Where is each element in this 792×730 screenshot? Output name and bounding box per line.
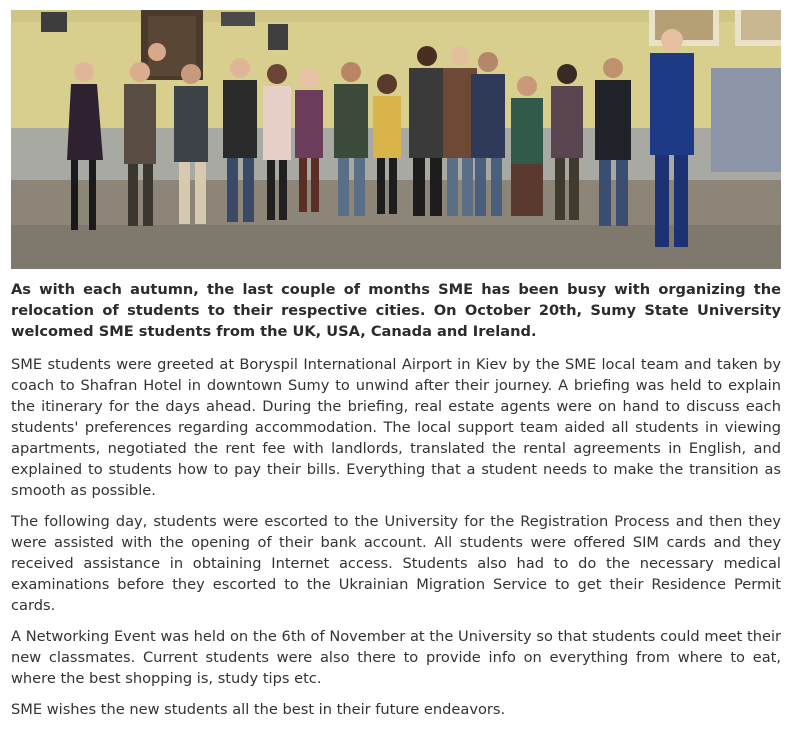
group-photo-illustration [11,10,781,269]
article-paragraph-1: SME students were greeted at Boryspil International Airport in Kiev by the SME local team and taken by coach to Shafran Hotel in downtown Sumy to unwind after their journey. A briefing was held to explain the itinerary for the days ahead. During the briefing, real estate agents were on hand to discuss each students' preferences regarding accommodation. The local support team aided all students in viewing apartments, negotiated the rent fee with landlords, translated the rental agreements in English, and explained to students how to pay their bills. Everything that a student needs to make the transition as smooth as possible. [11,356,781,499]
article-paragraph-2: The following day, students were escorted to the University for the Registration Process and then they were assisted with the opening of their bank account. All students were offered SIM cards and they received assistance in obtaining Internet access. Students also had to do the necessary medical examinations before they escorted to the Ukrainian Migration Service to get their Residence Permit cards. [11,513,781,614]
article-paragraph-4: SME wishes the new students all the best in their future endeavors. [11,701,506,718]
article-paragraph-3: A Networking Event was held on the 6th of November at the University so that students could meet their new classmates. Current students were also there to provide info on everything from where to eat, where the best shopping is, study tips etc. [11,628,781,687]
article-lead: As with each autumn, the last couple of months SME has been busy with organizing the relocation of students to their respective cities. On October 20th, Sumy State University welcomed SME students from the UK, USA, Canada and Ireland. [11,281,781,340]
group-photo [11,10,781,269]
article [11,279,781,730]
